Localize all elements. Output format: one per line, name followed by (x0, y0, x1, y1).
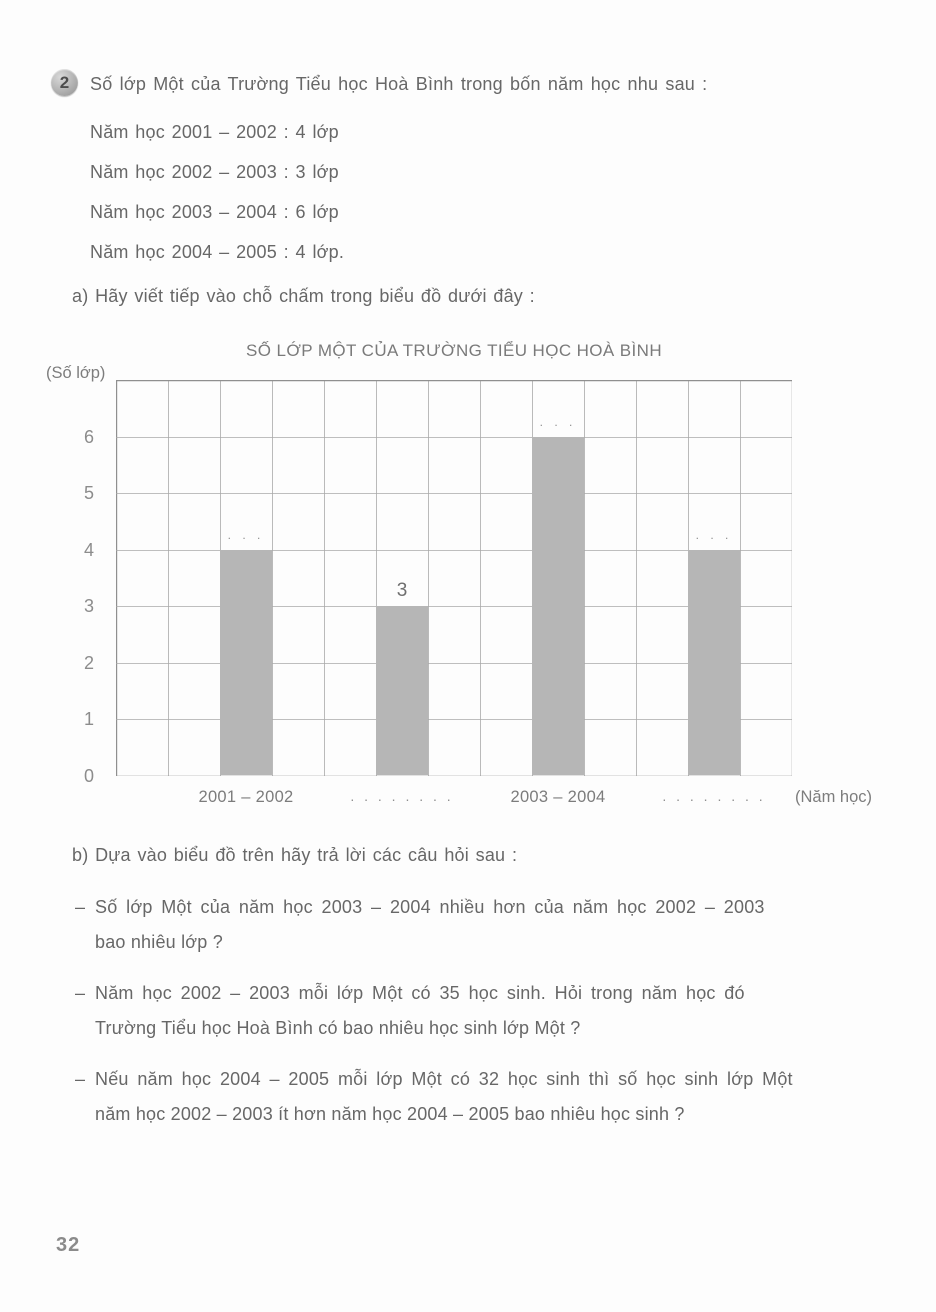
y-axis-label: 4 (83, 539, 94, 560)
question-line: Số lớp Một của năm học 2003 – 2004 nhiều hơn của năm học 2002 – 2003 (95, 897, 765, 917)
bar-value-placeholder: . . . (695, 528, 733, 542)
question-list (72, 890, 872, 1132)
bullet-dash: – (75, 897, 86, 917)
y-axis-label: 5 (83, 483, 94, 504)
y-axis-label: 1 (83, 709, 94, 730)
bar-value-placeholder: . . . (539, 415, 577, 429)
question-line: Nếu năm học 2004 – 2005 mỗi lớp Một có 32 học sinh thì số học sinh lớp Một (95, 1069, 793, 1089)
problem-number-badge: 2 (51, 69, 78, 96)
question-line: năm học 2002 – 2003 ít hơn năm học 2004 – 2005 bao nhiêu học sinh ? (95, 1104, 685, 1124)
bar-chart-plot (116, 380, 792, 776)
bar-value-placeholder: . . . (227, 528, 265, 542)
x-axis (116, 788, 836, 812)
class-count-line: Năm học 2001 – 2002 : 4 lớp (90, 122, 339, 142)
part-a-instruction: a) Hãy viết tiếp vào chỗ chấm trong biểu đồ dưới đây : (72, 286, 535, 306)
bar-4 (688, 550, 740, 775)
problem-intro: Số lớp Một của Trường Tiểu học Hoà Bình trong bốn năm học nhu sau : (90, 74, 708, 94)
x-axis-label: 2003 – 2004 (510, 788, 606, 806)
class-count-list (90, 112, 344, 272)
x-axis-label: 2001 – 2002 (198, 788, 294, 806)
bar-3 (532, 437, 584, 775)
bullet-dash: – (75, 983, 86, 1003)
class-count-line: Năm học 2003 – 2004 : 6 lớp (90, 202, 339, 222)
question-line: Trường Tiểu học Hoà Bình có bao nhiêu học sinh lớp Một ? (95, 1018, 581, 1038)
y-axis (0, 380, 106, 786)
x-axis-placeholder: . . . . . . . . (662, 788, 766, 804)
part-b-instruction: b) Dựa vào biểu đồ trên hãy trả lời các câu hỏi sau : (72, 845, 518, 865)
bar-value-label: 3 (396, 580, 408, 601)
question-line: bao nhiêu lớp ? (95, 932, 223, 952)
question-item (72, 890, 872, 960)
bullet-dash: – (75, 1069, 86, 1089)
page-number: 32 (56, 1234, 81, 1256)
y-axis-label: 6 (83, 426, 94, 447)
y-axis-label: 3 (83, 596, 94, 617)
y-axis-unit-label: (Số lớp) (46, 364, 106, 382)
chart-title: SỐ LỚP MỘT CỦA TRƯỜNG TIỂU HỌC HOÀ BÌNH (245, 341, 663, 360)
bar-2 (376, 606, 428, 775)
class-count-line: Năm học 2002 – 2003 : 3 lớp (90, 162, 339, 182)
question-line: Năm học 2002 – 2003 mỗi lớp Một có 35 học sinh. Hỏi trong năm học đó (95, 983, 745, 1003)
y-axis-label: 0 (83, 766, 94, 786)
x-axis-placeholder: . . . . . . . . (350, 788, 454, 804)
class-count-line: Năm học 2004 – 2005 : 4 lớp. (90, 242, 345, 262)
bar-1 (220, 550, 272, 775)
x-axis-unit-label: (Năm học) (795, 788, 873, 806)
y-axis-label: 2 (83, 652, 94, 673)
question-item (72, 976, 872, 1046)
question-item (72, 1062, 872, 1132)
